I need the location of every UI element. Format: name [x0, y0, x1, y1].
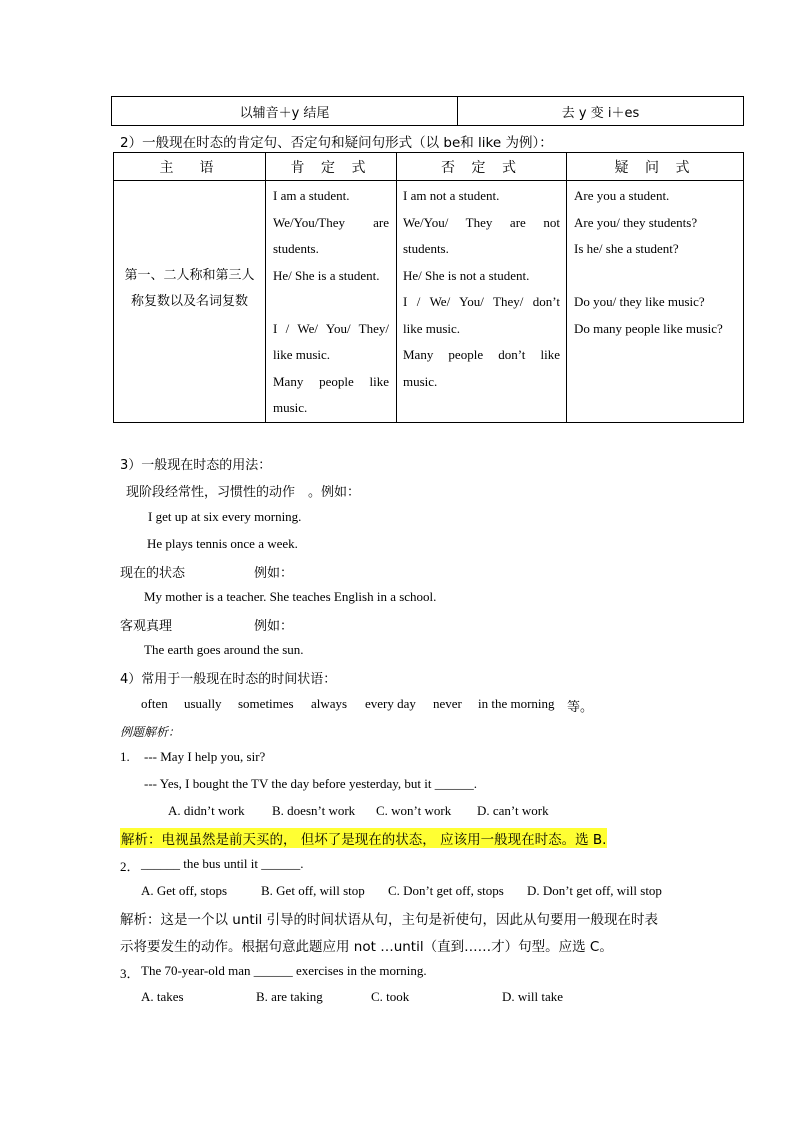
question-line: Do many people like music?: [574, 320, 723, 336]
affirmative-line: like music.: [273, 347, 331, 362]
spelling-rule-table: [111, 96, 744, 126]
question-line: Do you/ they like music?: [574, 294, 705, 309]
affirmative-line: I / We/ You/ They/: [273, 320, 389, 336]
question-text: The 70-year-old man ______ exercises in the morning.: [141, 963, 427, 978]
answer-option: A. takes: [141, 989, 184, 1004]
answer-option: C. Don’t get off, stops: [388, 883, 504, 898]
negative-line: He/ She is not a student.: [403, 267, 530, 283]
analysis-text: 解析：这是一个以 until 引导的时间状语从句，主句是祈使句，因此从句要用一般现在时表: [120, 912, 658, 928]
rule-condition-cell: 以辅音＋y 结尾: [112, 97, 458, 126]
subject-cell: [114, 181, 266, 423]
rule-change-cell: 去 y 变 i＋es: [458, 97, 744, 126]
subject-line: 第一、二人称和第三人: [124, 267, 255, 283]
affirmative-line: [273, 289, 389, 316]
header-subject: 主 语: [114, 153, 266, 181]
answer-option: A. didn’t work: [168, 803, 245, 818]
time-adverb: sometimes: [238, 696, 294, 711]
answer-option: D. will take: [502, 989, 564, 1004]
header-affirmative: 肯 定 式: [266, 153, 397, 181]
example-sentence: He plays tennis once a week.: [147, 536, 298, 551]
etc-marker: 等。: [567, 700, 594, 715]
negative-line: I am not a student.: [403, 188, 500, 203]
answer-option: C. won’t work: [376, 803, 452, 818]
negative-line: We/You/ They are not: [403, 214, 560, 230]
question-line: Are you a student.: [574, 188, 670, 203]
question-number: 2．: [120, 859, 140, 874]
time-adverb: often: [141, 696, 168, 711]
negative-line: music.: [403, 373, 438, 389]
table-row: [112, 97, 744, 126]
question-number: 1.: [120, 749, 130, 764]
answer-option: D. can’t work: [477, 803, 549, 818]
subject-line: 称复数以及名词复数: [130, 294, 248, 310]
examples-title: 例题解析：: [120, 725, 181, 739]
highlighted-analysis: 解析：电视虽然是前天买的， 但坏了是现在的状态， 应该用一般现在时态。选 B.: [120, 828, 607, 848]
question-number: 3．: [120, 966, 140, 981]
header-question: 疑 问 式: [567, 153, 744, 181]
answer-option: C. took: [371, 989, 410, 1004]
question-text: --- Yes, I bought the TV the day before yesterday, but it ______.: [144, 776, 478, 791]
state-usage-label: 现在的状态: [120, 566, 186, 581]
affirmative-line: He/ She is a student.: [273, 267, 380, 283]
analysis-text: 示将要发生的动作。根据句意此题应用 not …until（直到……才）句型。应选 C。: [120, 939, 613, 955]
example-marker: 例如：: [254, 619, 294, 634]
affirmative-cell: [266, 181, 397, 423]
sentence-forms-table: [113, 152, 744, 423]
header-negative: 否 定 式: [397, 153, 567, 181]
question-text: --- May I help you, sir?: [144, 749, 266, 764]
time-adverb: usually: [184, 696, 222, 711]
answer-option: A. Get off, stops: [141, 883, 228, 898]
example-sentence: I get up at six every morning.: [148, 509, 302, 524]
time-adverb: every day: [365, 696, 416, 711]
example-marker: 例如：: [254, 566, 294, 581]
question-text: ______ the bus until it ______.: [141, 856, 304, 871]
answer-option: B. are taking: [256, 989, 323, 1004]
time-adverb: always: [311, 696, 348, 711]
table-header-row: [114, 153, 744, 181]
section-4-title: 4）常用于一般现在时态的时间状语：: [120, 672, 337, 687]
habit-usage-label: 现阶段经常性，习惯性的动作 。例如：: [126, 485, 361, 500]
time-adverb: in the morning: [478, 696, 555, 711]
answer-option: B. Get off, will stop: [261, 883, 365, 898]
affirmative-line: Many people like: [273, 373, 389, 389]
answer-option: B. doesn’t work: [272, 803, 356, 818]
affirmative-line: music.: [273, 400, 308, 415]
affirmative-line: I am a student.: [273, 188, 350, 203]
time-adverb: never: [433, 696, 462, 711]
answer-option: D. Don’t get off, will stop: [527, 883, 662, 898]
negative-line: students.: [403, 241, 449, 256]
negative-line: I / We/ You/ They/ don’t: [403, 294, 560, 309]
affirmative-line: We/You/They are: [273, 214, 389, 230]
negative-line: Many people don’t like: [403, 347, 560, 362]
question-line: [574, 263, 737, 290]
question-cell: [567, 181, 744, 423]
section-2-title: 2）一般现在时态的肯定句、否定句和疑问句形式（以 be和 like 为例）：: [120, 135, 553, 151]
example-sentence: My mother is a teacher. She teaches English in a school.: [144, 589, 437, 604]
negative-line: like music.: [403, 320, 461, 336]
question-line: Are you/ they students?: [574, 214, 698, 230]
section-3-title: 3）一般现在时态的用法：: [120, 458, 272, 473]
table-row: [114, 181, 744, 423]
example-sentence: The earth goes around the sun.: [144, 642, 304, 657]
question-line: Is he/ she a student?: [574, 241, 679, 256]
truth-usage-label: 客观真理: [120, 619, 173, 634]
affirmative-line: students.: [273, 241, 319, 256]
negative-cell: [397, 181, 567, 423]
